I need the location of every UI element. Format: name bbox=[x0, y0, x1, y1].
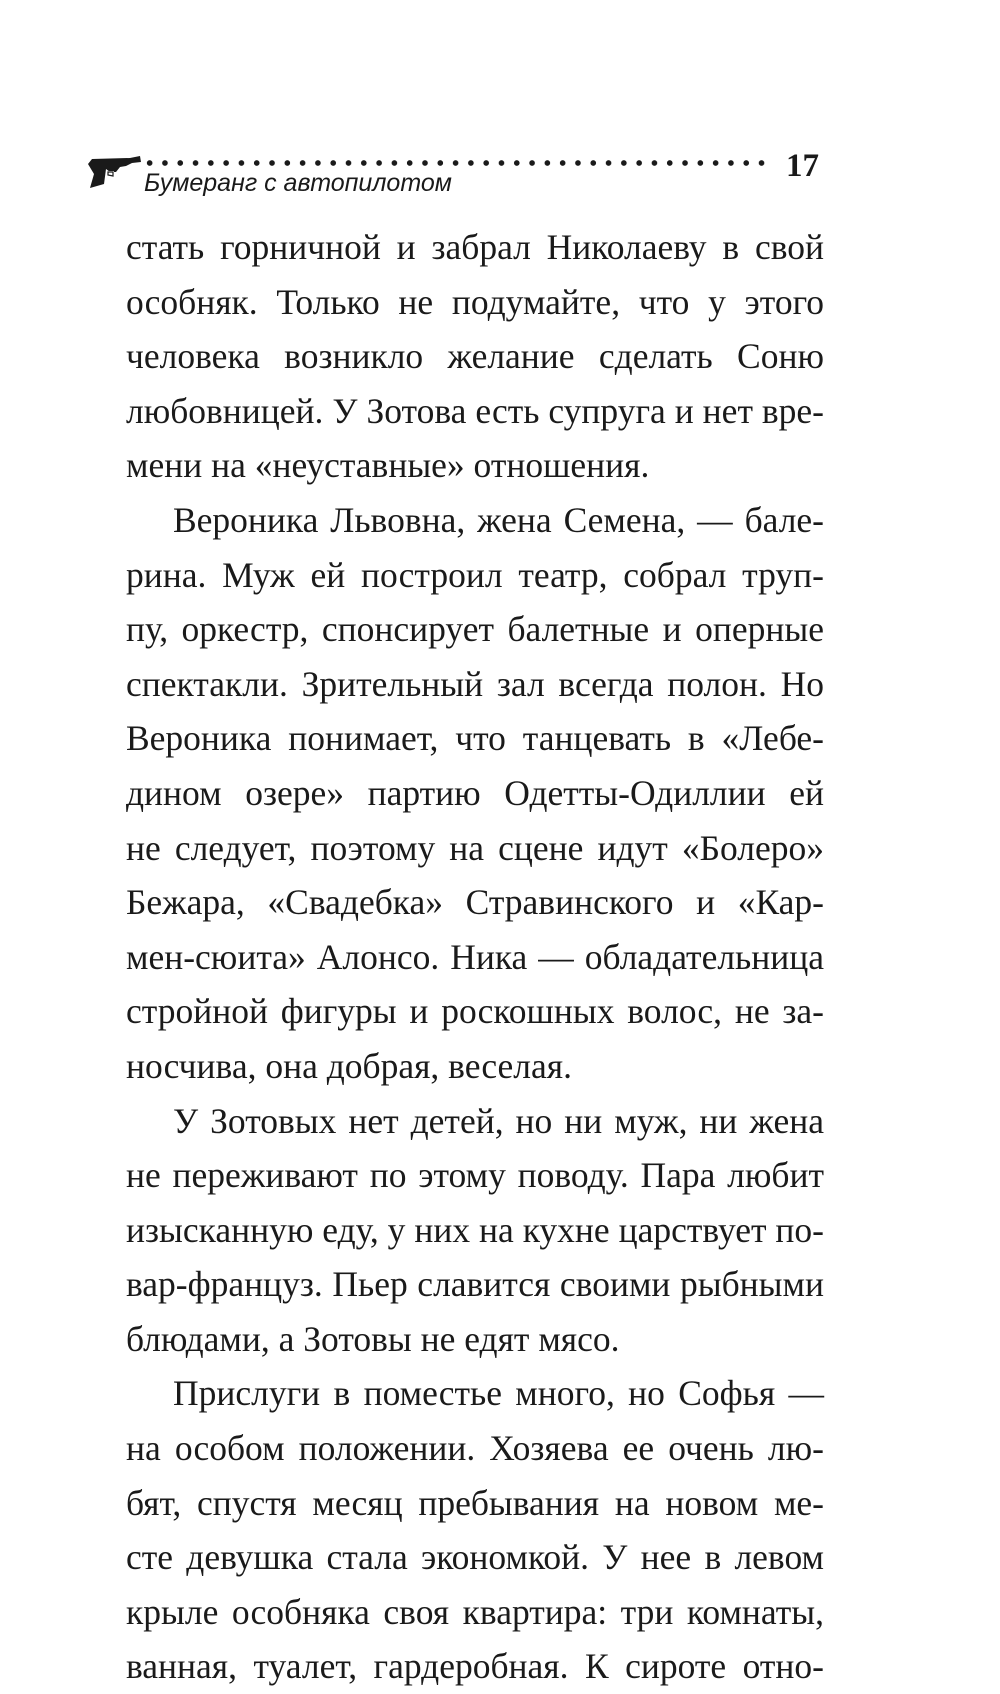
revolver-icon bbox=[86, 150, 142, 190]
text-line: мени на «неуставные» отношения. bbox=[126, 445, 650, 486]
text-line: мен-сюита» Алонсо. Ника — обладательница bbox=[126, 936, 824, 977]
text-line: ванная, туалет, гардеробная. К сироте отно- bbox=[126, 1646, 824, 1687]
header-dotted-rule bbox=[142, 158, 770, 168]
text-line: носчива, она добрая, веселая. bbox=[126, 1045, 572, 1086]
text-line: Вероника Львовна, жена Семена, — бале- bbox=[173, 499, 824, 540]
text-line: вар-француз. Пьер славится своими рыбными bbox=[126, 1264, 824, 1305]
text-line: блюдами, а Зотовы не едят мясо. bbox=[126, 1318, 620, 1359]
text-line: Прислуги в поместье много, но Софья — bbox=[173, 1373, 824, 1414]
text-line: стройной фигуры и роскошных волос, не за- bbox=[126, 991, 824, 1032]
text-line: любовницей. У Зотова есть супруга и нет вре- bbox=[126, 390, 824, 431]
page-header bbox=[0, 0, 1000, 200]
running-title: Бумеранг с автопилотом bbox=[144, 169, 452, 197]
text-line: стать горничной и забрал Николаеву в свой bbox=[126, 227, 824, 267]
text-line: крыле особняка своя квартира: три комнаты, bbox=[126, 1591, 824, 1632]
paragraph bbox=[126, 1094, 824, 1367]
paragraph bbox=[126, 1366, 824, 1694]
text-line: У Зотовых нет детей, но ни муж, ни жена bbox=[173, 1100, 824, 1141]
page-number: 17 bbox=[786, 148, 819, 184]
text-line: рина. Муж ей построил театр, собрал труп- bbox=[126, 554, 824, 595]
text-line: дином озере» партию Одетты-Одиллии ей bbox=[126, 772, 824, 813]
text-line: пу, оркестр, спонсирует балетные и оперные bbox=[126, 609, 824, 650]
text-line: Вероника понимает, что танцевать в «Лебе- bbox=[126, 718, 824, 759]
text-line: не следует, поэтому на сцене идут «Болеро» bbox=[126, 827, 824, 868]
text-line: на особом положении. Хозяева ее очень лю- bbox=[126, 1428, 824, 1469]
text-line: спектакли. Зрительный зал всегда полон. Но bbox=[126, 663, 824, 704]
body-text bbox=[126, 220, 824, 1694]
paragraph bbox=[126, 493, 824, 1094]
text-line: человека возникло желание сделать Соню bbox=[126, 336, 824, 377]
text-line: бят, спустя месяц пребывания на новом ме- bbox=[126, 1482, 824, 1523]
paragraph bbox=[126, 220, 824, 493]
text-line: сте девушка стала экономкой. У нее в левом bbox=[126, 1537, 824, 1578]
text-line: изысканную еду, у них на кухне царствует по- bbox=[126, 1209, 824, 1250]
text-line: не переживают по этому поводу. Пара любит bbox=[126, 1155, 824, 1196]
text-line: особняк. Только не подумайте, что у этого bbox=[126, 281, 824, 322]
text-line: Бежара, «Свадебка» Стравинского и «Кар- bbox=[126, 882, 824, 923]
